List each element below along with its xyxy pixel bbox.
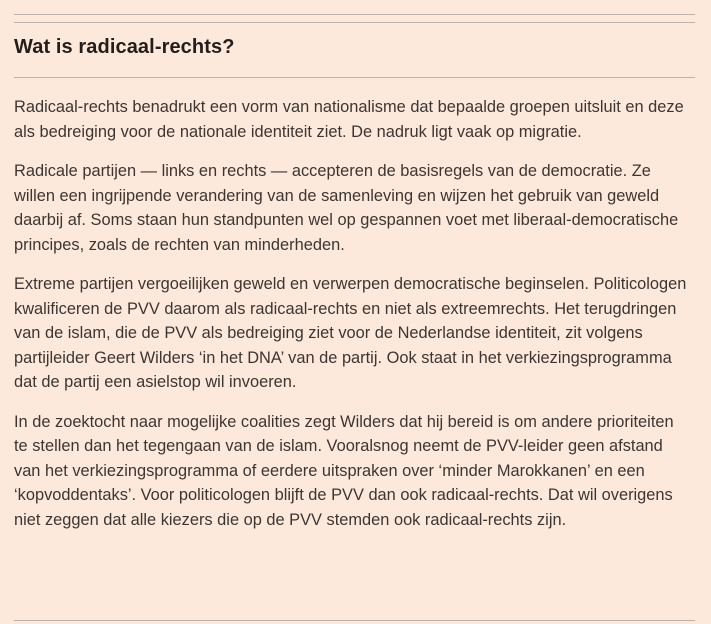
bottom-divider [14, 620, 695, 621]
box-content [14, 95, 689, 547]
paragraph-1: Radicaal-rechts benadrukt een vorm van nationalisme dat bepaalde groepen uitsluit en deze als bedreiging voor de nationale identiteit ziet. De nadruk ligt vaak op migratie. [14, 98, 684, 141]
paragraph-4: In de zoektocht naar mogelijke coalities zegt Wilders dat hij bereid is om andere prioriteiten te stellen dan het tegengaan van de islam. Vooralsnog neemt de PVV-leider geen afstand van het verkiezingsprogramma of eerdere uitspraken over ‘minder Marokkanen’ en een ‘kopvoddentaks’. Voor politicologen blijft de PVV dan ook radicaal-rechts. Dat wil overigens niet zeggen dat alle kiezers die op de PVV stemden ook radicaal-rechts zijn. [14, 412, 674, 529]
top-double-rule [14, 14, 695, 23]
title-divider [14, 77, 695, 78]
paragraph-2: Radicale partijen — links en rechts — accepteren de basisregels van de democratie. Ze willen een ingrijpende verandering van de samenleving en wijzen het gebruik van geweld daarbij af. Soms staan hun standpunten wel op gespannen voet met liberaal-democratische principes, zoals de rechten van minderheden. [14, 162, 679, 254]
box-title: Wat is radicaal-rechts? [14, 36, 235, 58]
paragraph-3: Extreme partijen vergoeilijken geweld en verwerpen democratische beginselen. Politicologen kwalificeren de PVV daarom als radicaal-rechts en niet als extreemrechts. Het terugdringen van de islam, die de PVV als bedreiging ziet voor de Nederlandse identiteit, zit volgens partijleider Geert Wilders ‘in het DNA’ van de partij. Ook staat in het verkiezingsprogramma dat de partij een asielstop wil invoeren. [14, 275, 687, 391]
